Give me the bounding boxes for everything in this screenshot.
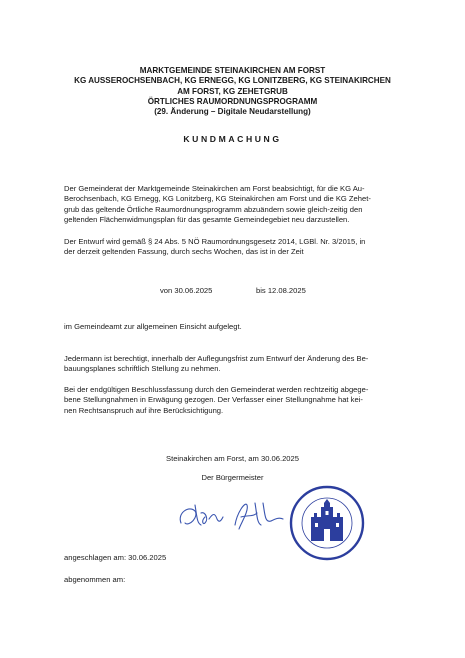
paragraph-intro: [64, 184, 416, 225]
place-date: Steinakirchen am Forst, am 30.06.2025: [166, 454, 299, 463]
date-to: bis 12.08.2025: [256, 286, 306, 295]
heading-line-municipality: MARKTGEMEINDE STEINAKIRCHEN AM FORST: [139, 66, 326, 75]
paragraph-line: Der Entwurf wird gemäß § 24 Abs. 5 NÖ Raumordnungsgesetz 2014, LGBl. Nr. 3/2015, in: [64, 237, 366, 246]
posted-date: angeschlagen am: 30.06.2025: [64, 553, 167, 562]
heading-line-cadastral-2: AM FORST, KG ZEHETGRUB: [177, 86, 288, 96]
signature-area: [175, 483, 365, 563]
document-heading: [40, 66, 425, 117]
paragraph-line: Bei der endgültigen Beschlussfassung durch den Gemeinderat werden rechtzeitig abgege-: [64, 385, 369, 394]
paragraph-line: bauungsplanes schriftlich Stellung zu nehmen.: [64, 364, 221, 374]
official-seal: [291, 487, 363, 559]
paragraph-line: Jedermann ist berechtigt, innerhalb der Auflegungsfrist zum Entwurf der Änderung des Be-: [64, 354, 369, 363]
date-from: von 30.06.2025: [160, 286, 213, 295]
paragraph-line: bene Stellungnahmen in Erwägung gezogen. Der Verfasser einer Stellungnahme hat kei-: [64, 395, 363, 405]
paragraph-line: nen Rechtsanspruch auf ihre Berücksichtigung.: [64, 405, 224, 415]
heading-line-cadastral-1: KG AUSSEROCHSENBACH, KG ERNEGG, KG LONITZBERG, KG STEINAKIRCHEN: [74, 76, 391, 86]
paragraph-everyone: [64, 354, 416, 375]
paragraph-display: im Gemeindeamt zur allgemeinen Einsicht aufgelegt.: [64, 322, 242, 331]
document-title: KUNDMACHUNG: [183, 134, 282, 144]
paragraph-line: Der Gemeinderat der Marktgemeinde Steinakirchen am Forst beabsichtigt, für die KG Au-: [64, 184, 365, 193]
removed-date: abgenommen am:: [64, 575, 126, 584]
heading-line-program: ÖRTLICHES RAUMORDNUNGSPROGRAMM: [147, 96, 318, 106]
paragraph-final: [64, 385, 416, 416]
paragraph-line: grub das geltende Örtliche Raumordnungsprogramm abzuändern sowie gleich-zeitig den: [64, 204, 363, 214]
heading-line-amendment: (29. Änderung – Digitale Neudarstellung): [154, 107, 311, 117]
paragraph-line: der derzeit geltenden Fassung, durch sechs Wochen, das ist in der Zeit: [64, 247, 304, 257]
paragraph-line: Berochsenbach, KG Ernegg, KG Lonitzberg, KG Steinakirchen am Forst und die KG Zehet-: [64, 194, 371, 204]
paragraph-line: geltenden Flächenwidmungsplan für das gesamte Gemeindegebiet neu darzustellen.: [64, 214, 350, 224]
paragraph-draft: [64, 237, 416, 258]
signature-svg: [175, 483, 365, 563]
signer-title: Der Bürgermeister: [201, 473, 264, 482]
handwritten-signature: [180, 503, 283, 529]
